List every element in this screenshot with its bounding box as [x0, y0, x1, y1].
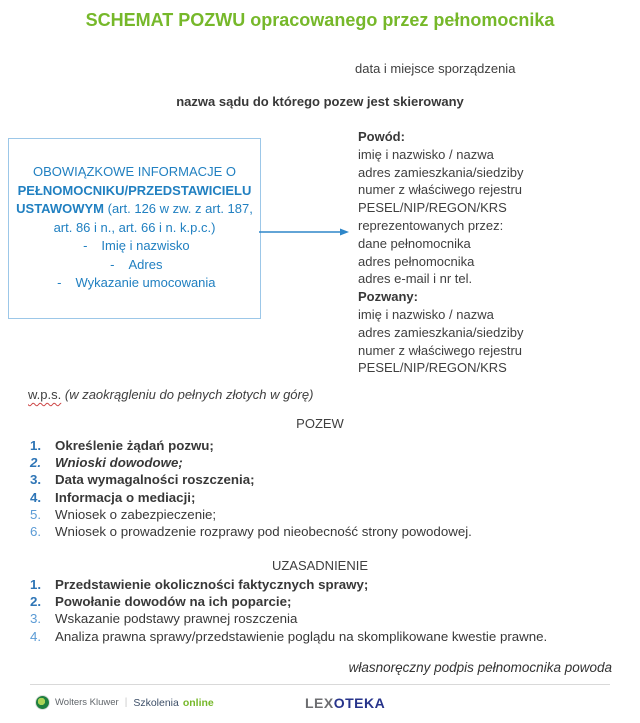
- info-box-bullet: [9, 237, 260, 256]
- lexoteka-logo: [305, 695, 385, 711]
- list-item: [30, 593, 547, 610]
- party-line: adres e-mail i nr tel.: [358, 271, 473, 287]
- parties-column: [358, 128, 523, 377]
- item-number: 3.: [30, 611, 42, 627]
- item-text: Wskazanie podstawy prawnej roszczenia: [55, 611, 298, 627]
- item-number: 4.: [30, 628, 42, 644]
- list-item: [30, 489, 472, 506]
- wps-term: w.p.s.: [28, 387, 62, 402]
- pozew-heading: POZEW: [296, 416, 344, 431]
- wps-line: [28, 387, 313, 402]
- item-text: Wnioski dowodowe;: [55, 455, 183, 471]
- lexoteka-oteka: OTEKA: [333, 695, 386, 711]
- item-number: 4.: [30, 489, 42, 505]
- szkolenia-label: Szkolenia: [133, 696, 179, 709]
- item-number: 2.: [30, 455, 42, 471]
- wolters-kluwer-brand: [35, 695, 214, 710]
- wolters-kluwer-label: Wolters Kluwer: [55, 697, 119, 708]
- party-line: adres pełnomocnika: [358, 253, 475, 269]
- signature-label: własnoręczny podpis pełnomocnika powoda: [348, 660, 612, 675]
- list-item: [30, 610, 547, 627]
- wolters-kluwer-logo-icon: [35, 695, 50, 710]
- connector-arrow-icon: [259, 224, 349, 240]
- party-line: dane pełnomocnika: [358, 235, 471, 251]
- party-line: numer z właściwego rejestru: [358, 342, 523, 358]
- item-number: 6.: [30, 524, 42, 540]
- item-number: 1.: [30, 438, 42, 453]
- info-box-line: PEŁNOMOCNIKU/PRZEDSTAWICIELU: [17, 182, 252, 198]
- party-line: adres zamieszkania/siedziby: [358, 164, 524, 180]
- party-line: imię i nazwisko / nazwa: [358, 306, 494, 322]
- item-text: Wniosek o prowadzenie rozprawy pod nieobecność strony powodowej.: [55, 524, 472, 540]
- party-line: adres zamieszkania/siedziby: [358, 324, 524, 340]
- party-line: imię i nazwisko / nazwa: [358, 146, 494, 162]
- list-item: [30, 523, 472, 540]
- mandatory-info-box: [8, 138, 261, 319]
- item-text: Data wymagalności roszczenia;: [55, 472, 255, 488]
- bullet-dash: -: [83, 238, 88, 253]
- info-box-line-bold: USTAWOWYM: [16, 201, 104, 216]
- list-item: [30, 471, 472, 488]
- party-line: numer z właściwego rejestru: [358, 182, 523, 198]
- bullet-dash: -: [110, 256, 115, 272]
- pozew-list: [30, 437, 472, 540]
- uzasadnienie-heading: UZASADNIENIE: [271, 558, 369, 573]
- list-item: [30, 506, 472, 523]
- defendant-label: Pozwany:: [358, 289, 418, 305]
- page-title: SCHEMAT POZWU opracowanego przez pełnomocnika: [85, 10, 555, 30]
- party-line: PESEL/NIP/REGON/KRS: [358, 360, 507, 376]
- party-line: reprezentowanych przez:: [358, 217, 504, 233]
- list-item: [30, 454, 472, 471]
- item-number: 3.: [30, 472, 42, 488]
- uzasadnienie-list: [30, 576, 547, 645]
- item-number: 1.: [30, 577, 42, 592]
- item-text: Przedstawienie okoliczności faktycznych sprawy;: [55, 577, 369, 592]
- info-box-line: OBOWIĄZKOWE INFORMACJE O: [33, 164, 236, 179]
- list-item: [30, 628, 547, 645]
- plaintiff-label: Powód:: [358, 129, 405, 144]
- item-text: Powołanie dowodów na ich poparcie;: [55, 594, 292, 610]
- item-text: Informacja o mediacji;: [55, 489, 196, 505]
- info-box-line-rest: (art. 126 w zw. z art. 187,: [104, 201, 253, 216]
- bullet-label: Adres: [128, 256, 163, 272]
- item-number: 5.: [30, 506, 42, 522]
- info-box-line: art. 86 i n., art. 66 i n. k.p.c.): [53, 219, 216, 235]
- online-label: online: [182, 696, 214, 709]
- item-text: Wniosek o zabezpieczenie;: [55, 506, 217, 522]
- footer-divider: [30, 684, 610, 685]
- party-line: PESEL/NIP/REGON/KRS: [358, 200, 507, 216]
- lexoteka-lex: LEX: [305, 695, 334, 711]
- item-text: Analiza prawna sprawy/przedstawienie poglądu na skomplikowane kwestie prawne.: [55, 628, 548, 644]
- list-item: [30, 576, 547, 593]
- wps-note: (w zaokrągleniu do pełnych złotych w górę): [61, 387, 314, 402]
- item-number: 2.: [30, 594, 42, 610]
- bullet-label: Wykazanie umocowania: [75, 275, 216, 290]
- info-box-bullet: [9, 274, 260, 293]
- bullet-label: Imię i nazwisko: [101, 238, 190, 253]
- info-box-line: [9, 200, 260, 219]
- court-name-label: nazwa sądu do którego pozew jest skierowany: [176, 94, 464, 109]
- info-box-bullet: [9, 256, 260, 275]
- date-place-label: data i miejsce sporządzenia: [355, 61, 516, 76]
- item-text: Określenie żądań pozwu;: [55, 438, 214, 453]
- bullet-dash: -: [57, 275, 62, 290]
- list-item: [30, 437, 472, 454]
- footer-separator: |: [124, 697, 128, 708]
